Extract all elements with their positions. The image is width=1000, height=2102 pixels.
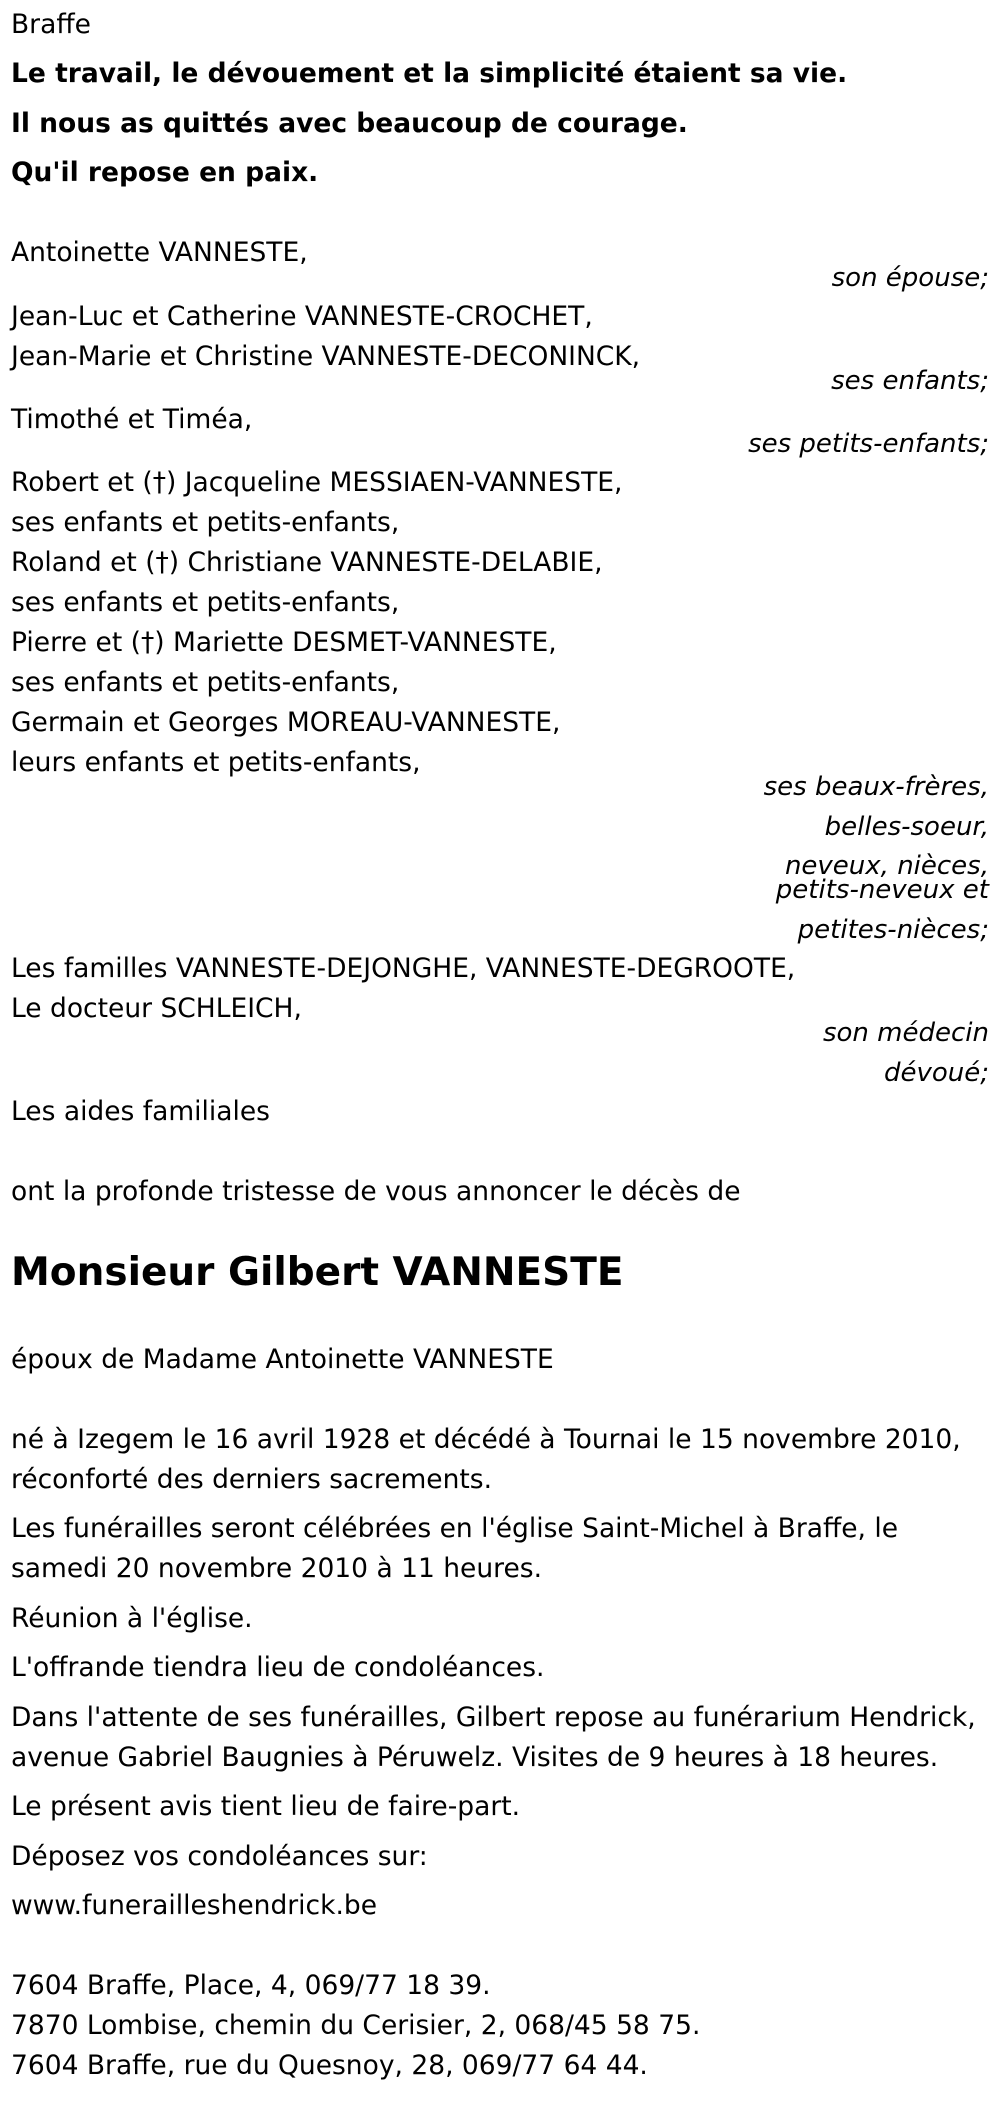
resting-line-1: Dans l'attente de ses funérailles, Gilbert repose au funérarium Hendrick, [11, 1702, 976, 1733]
birth-death-line-1: né à Izegem le 16 avril 1928 et décédé à Tournai le 15 novembre 2010, [11, 1424, 961, 1455]
grandchildren-relation: ses petits-enfants; [748, 429, 989, 459]
doctor-name: Le docteur SCHLEICH, [11, 993, 302, 1024]
birth-death-line-2: réconforté des derniers sacrements. [11, 1464, 493, 1495]
funeral-line-2: samedi 20 novembre 2010 à 11 heures. [11, 1553, 542, 1584]
spouse-of-line: époux de Madame Antoinette VANNESTE [11, 1344, 554, 1375]
aides-line: Les aides familiales [11, 1096, 270, 1127]
meeting-line: Réunion à l'église. [11, 1603, 253, 1634]
website-link[interactable]: www.funerailleshendrick.be [11, 1890, 378, 1921]
verse-line-3: Qu'il repose en paix. [11, 157, 319, 188]
doctor-relation-1: son médecin [822, 1018, 989, 1048]
deceased-name: Monsieur Gilbert VANNESTE [11, 1250, 624, 1295]
inlaws-relation-4: petits-neveux et [775, 875, 989, 905]
grandchildren-names: Timothé et Timéa, [11, 404, 253, 435]
children-relation: ses enfants; [831, 366, 989, 396]
notice-line: Le présent avis tient lieu de faire-part. [11, 1791, 521, 1822]
verse-line-2: Il nous as quittés avec beaucoup de courage. [11, 108, 688, 139]
inlaw-line-7: Germain et Georges MOREAU-VANNESTE, [11, 707, 561, 738]
inlaw-line-5: Pierre et (†) Mariette DESMET-VANNESTE, [11, 627, 557, 658]
spouse-name: Antoinette VANNESTE, [11, 237, 308, 268]
verse-line-1: Le travail, le dévouement et la simplicité étaient sa vie. [11, 58, 848, 89]
funeral-line-1: Les funérailles seront célébrées en l'église Saint-Michel à Braffe, le [11, 1513, 899, 1544]
inlaws-relation-3: neveux, nièces, [784, 851, 989, 881]
families-line: Les familles VANNESTE-DEJONGHE, VANNESTE-DEGROOTE, [11, 953, 796, 984]
address-line-1: 7604 Braffe, Place, 4, 069/77 18 39. [11, 1970, 491, 2001]
child-line-2: Jean-Marie et Christine VANNESTE-DECONINCK, [11, 341, 641, 372]
inlaws-relation-1: ses beaux-frères, [763, 772, 989, 802]
address-line-3: 7604 Braffe, rue du Quesnoy, 28, 069/77 64 44. [11, 2050, 648, 2081]
inlaws-relation-5: petites-nièces; [797, 915, 989, 945]
inlaw-line-8: leurs enfants et petits-enfants, [11, 747, 421, 778]
resting-line-2: avenue Gabriel Baugnies à Péruwelz. Visites de 9 heures à 18 heures. [11, 1742, 939, 1773]
address-line-2: 7870 Lombise, chemin du Cerisier, 2, 068/45 58 75. [11, 2010, 701, 2041]
doctor-relation-2: dévoué; [883, 1058, 989, 1088]
offering-line: L'offrande tiendra lieu de condoléances. [11, 1652, 545, 1683]
spouse-relation: son épouse; [831, 263, 989, 293]
place-name: Braffe [11, 9, 91, 40]
inlaw-line-6: ses enfants et petits-enfants, [11, 667, 400, 698]
condolences-label: Déposez vos condoléances sur: [11, 1841, 428, 1872]
inlaw-line-2: ses enfants et petits-enfants, [11, 507, 400, 538]
child-line-1: Jean-Luc et Catherine VANNESTE-CROCHET, [11, 301, 593, 332]
inlaw-line-4: ses enfants et petits-enfants, [11, 587, 400, 618]
announcement-intro: ont la profonde tristesse de vous annoncer le décès de [11, 1176, 741, 1207]
inlaws-relation-2: belles-soeur, [824, 812, 989, 842]
inlaw-line-3: Roland et (†) Christiane VANNESTE-DELABIE, [11, 547, 603, 578]
inlaw-line-1: Robert et (†) Jacqueline MESSIAEN-VANNESTE, [11, 467, 623, 498]
